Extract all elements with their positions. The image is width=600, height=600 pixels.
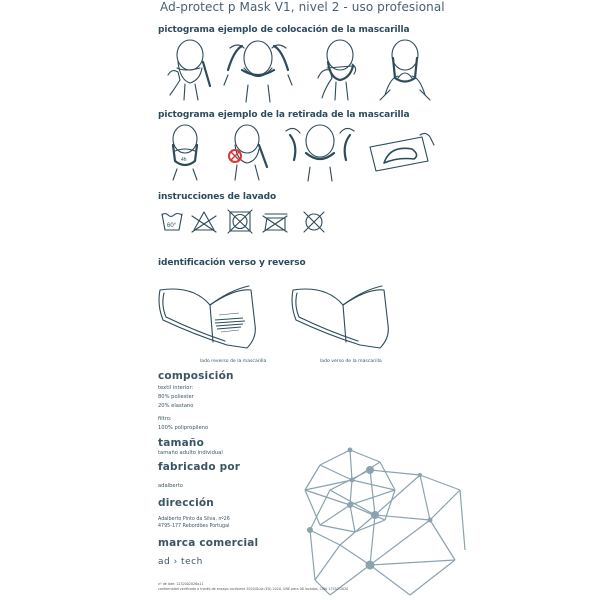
composition-list-b (158, 415, 208, 433)
no-bleach-icon (192, 212, 216, 232)
no-dry-clean-icon (304, 212, 324, 232)
composition-line: textil interior: (158, 385, 194, 391)
mask-reverse-drawing (155, 280, 295, 350)
address-heading: dirección (158, 497, 214, 509)
composition-line: 100% polipropileno (158, 425, 209, 431)
hands-pressing-mask-icon (380, 40, 430, 100)
composition-heading: composición (158, 370, 234, 382)
washing-heading: instrucciones de lavado (158, 192, 277, 202)
address-line: 4795-177 Rebordões Portugal (158, 524, 230, 529)
no-touch-front-icon (229, 125, 267, 180)
composition-line: filtro: (158, 416, 172, 422)
composition-line: 20% elastano (158, 403, 194, 409)
placement-pictograms (160, 40, 410, 105)
maker-heading: fabricado por (158, 461, 241, 473)
footer-block (158, 582, 348, 592)
no-iron-icon (263, 214, 287, 232)
hands-pulling-straps-icon (224, 41, 292, 102)
geometric-mesh-decoration (300, 450, 470, 600)
removal-heading: pictograma ejemplo de la retirada de la mascarilla (158, 110, 410, 120)
size-heading: tamaño (158, 437, 205, 449)
mesh-sphere-small (305, 448, 395, 533)
composition-line: 80% poliester (158, 394, 194, 400)
label-print (215, 313, 245, 332)
identification-heading: identificación verso y reverso (158, 258, 306, 268)
brand-heading: marca comercial (158, 537, 259, 549)
composition-list-a (158, 384, 194, 411)
hand-adjusting-nose-icon (318, 40, 356, 100)
mask-in-bag-icon (370, 133, 434, 171)
svg-text:60°: 60° (167, 223, 177, 229)
brand-value: ad › tech (158, 557, 203, 567)
reverse-caption: lado reverso de la mascarilla (200, 359, 267, 364)
address-block (158, 516, 230, 530)
hand-fitting-mask-icon (168, 40, 210, 100)
size-value: tamaño adulto individual (158, 450, 223, 456)
lot-number: nº de lote: 1232002026a11 (158, 582, 204, 586)
front-caption: lado verso de la mascarilla (320, 359, 382, 364)
placement-heading: pictograma ejemplo de colocación de la mascarilla (158, 25, 410, 35)
hands-removing-straps-icon (286, 125, 354, 181)
mask-front-drawing (288, 280, 428, 350)
conformity-note: conformidad verificada a través de ensayo conforme 2020/Guía (EU) 2020, UNE para 08 lavados, CWA 17553:2020 (158, 587, 349, 591)
mesh-sphere-large (307, 466, 465, 595)
mask-4h-icon (173, 125, 197, 180)
svg-text:4h: 4h (181, 157, 187, 163)
maker-value: adalberto (158, 483, 183, 489)
wash-60-icon (162, 214, 182, 231)
address-line: Adalberto Pinto da Silva, nº26 (158, 517, 230, 522)
washing-symbols (160, 210, 340, 235)
document-title: Ad-protect p Mask V1, nivel 2 - uso profesional (160, 0, 445, 14)
removal-pictograms (165, 125, 435, 185)
no-tumble-dry-icon (228, 210, 252, 233)
